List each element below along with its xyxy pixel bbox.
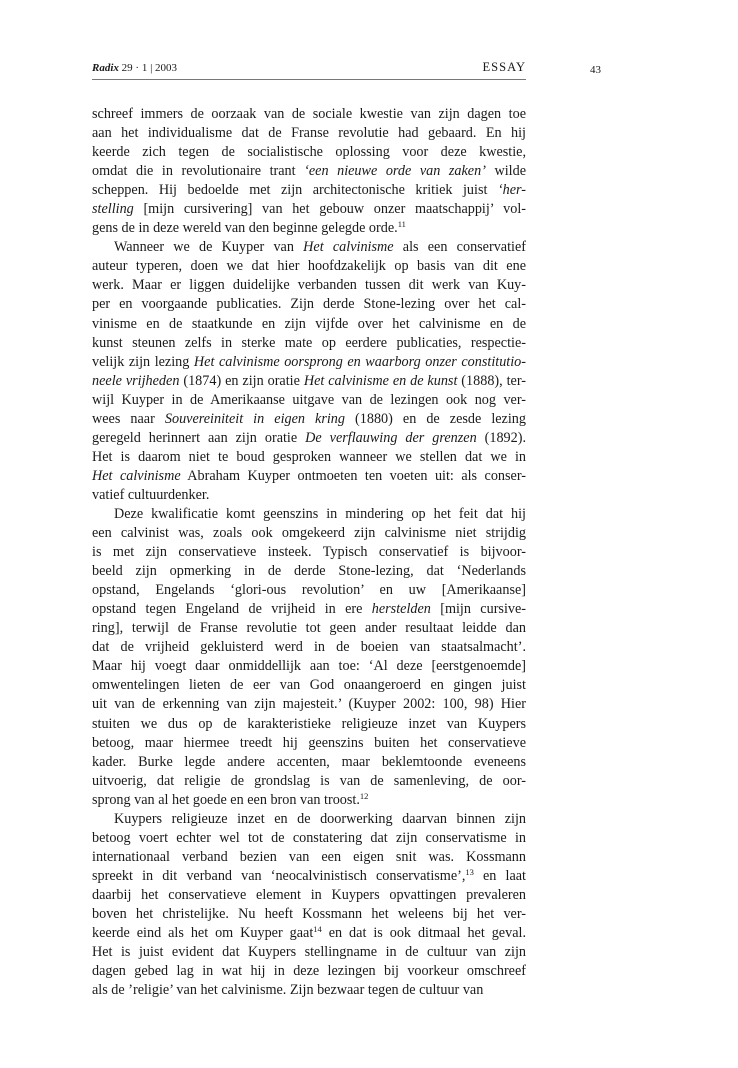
text-segment: (1880) en de zesde lezing	[344, 410, 526, 427]
text-segment: (1874) en zijn oratie	[179, 372, 304, 389]
text-segment: Het is juist evident dat Kuypers stellingname in de cultuur van zijn	[92, 944, 526, 961]
essay-body	[92, 105, 526, 1000]
text-segment: ring], terwijl de Franse revolutie tot geen ander resultaat leidde dan	[92, 620, 526, 637]
text-line	[92, 467, 526, 486]
italic-text: ‘her-	[497, 182, 526, 199]
text-line	[92, 562, 526, 581]
text-line	[92, 486, 526, 505]
text-segment: en laat	[473, 867, 526, 884]
paragraph	[92, 105, 526, 238]
text-line	[92, 791, 526, 810]
text-segment: vinisme en de staatkunde en zijn vijfde over het calvinisme en de	[92, 315, 526, 332]
text-segment: als een conservatief	[393, 239, 526, 256]
text-segment: keerde eind als het om Kuyper gaat	[92, 925, 314, 942]
text-line	[92, 219, 526, 238]
text-line	[92, 429, 526, 448]
text-segment: schreef immers de oorzaak van de sociale kwestie van zijn dagen toe	[92, 106, 526, 122]
text-line	[92, 695, 526, 714]
text-segment: opstand, Engelands ‘glori-ous revolution’ en uw [Amerikaanse]	[92, 582, 526, 599]
text-line	[92, 200, 526, 219]
page-number: 43	[590, 64, 601, 76]
footnote-ref: 12	[359, 790, 369, 801]
text-line	[92, 448, 526, 467]
text-segment: kunst steunen zelfs in sterke mate op eerdere publicaties, respectie-	[92, 334, 526, 351]
text-segment: Het is daarom niet te boud gesproken wanneer we stellen dat we in	[92, 448, 526, 465]
text-line	[92, 676, 526, 695]
text-segment: geregeld herinnert aan zijn oratie	[92, 429, 306, 446]
text-line	[92, 334, 526, 353]
text-line	[92, 581, 526, 600]
text-line	[92, 753, 526, 772]
text-line	[92, 619, 526, 638]
text-segment: Wanneer we de Kuyper van	[114, 239, 304, 256]
text-segment: uitvoerig, dat religie de grondslag is van de samenleving, de oor-	[92, 772, 526, 789]
italic-text: Het calvinisme	[303, 239, 394, 256]
text-line	[92, 829, 526, 848]
paragraph	[92, 505, 526, 810]
text-segment: opstand tegen Engeland de vrijheid in ere	[92, 601, 372, 618]
text-line	[92, 257, 526, 276]
text-line	[92, 181, 526, 200]
text-segment: wees naar	[92, 410, 165, 427]
text-segment: Abraham Kuyper ontmoeten ten voeten uit: als conser-	[180, 467, 527, 484]
text-segment: beeld zijn opmerking in de derde Stone-lezing, dat ‘Nederlands	[92, 563, 526, 580]
text-segment: wijl Kuyper in de Amerikaanse uitgave van de lezingen ook nog ver-	[92, 391, 526, 408]
text-segment: vatief cultuurdenker.	[92, 486, 210, 503]
paragraph	[92, 238, 526, 505]
text-segment: boven het christelijke. Nu heeft Kossmann het weleens bij het ver-	[92, 905, 526, 922]
text-line	[92, 143, 526, 162]
text-line	[92, 657, 526, 676]
text-line	[92, 772, 526, 791]
text-segment: werk. Maar er liggen duidelijke verbanden tussen dit werk van Kuy-	[92, 277, 526, 294]
journal-issue: 29 · 1 | 2003	[121, 62, 178, 74]
italic-text: stelling	[92, 201, 134, 218]
text-segment: daarbij het conservatieve element in Kuypers opvattingen prevaleren	[92, 886, 526, 903]
text-line	[92, 238, 526, 257]
footnote-ref: 14	[313, 924, 322, 935]
text-line	[92, 410, 526, 429]
text-segment: is met zijn conservatieve insteek. Typisch conservatief is bijvoor-	[92, 544, 526, 561]
text-segment: aan het individualisme dat de Franse revolutie had gebaard. En hij	[92, 125, 526, 142]
journal-name: Radix	[92, 62, 119, 74]
text-line	[92, 867, 526, 886]
text-segment: dagen gebed lag in wat hij in deze lezingen bij voorkeur omschreef	[92, 963, 526, 980]
text-line	[92, 505, 526, 524]
text-line	[92, 315, 526, 334]
italic-text: herstelden	[371, 601, 431, 618]
italic-text: Het calvinisme	[92, 467, 181, 484]
text-segment: Deze kwalificatie komt geenszins in mindering op het feit dat hij	[114, 505, 526, 522]
text-line	[92, 162, 526, 181]
text-line	[92, 810, 526, 829]
text-segment: auteur typeren, doen we dat hier hoofdzakelijk op basis van dit ene	[92, 258, 526, 275]
text-line	[92, 276, 526, 295]
text-segment: [mijn cursive-	[430, 601, 527, 618]
paragraph	[92, 810, 526, 1000]
text-line	[92, 105, 526, 124]
text-segment: velijk zijn lezing	[92, 353, 194, 370]
text-line	[92, 943, 526, 962]
italic-text: ‘een nieuwe orde van zaken’	[304, 163, 486, 180]
italic-text: Souvereiniteit in eigen kring	[164, 410, 345, 427]
text-segment: stuiten we dus op de karakteristieke religieuze inzet van Kuypers	[92, 715, 526, 732]
italic-text: Het calvinisme oorsprong en waarborg onzer constitutio-	[193, 353, 527, 370]
text-segment: als de ’religie’ van het calvinisme. Zijn bezwaar tegen de cultuur van	[92, 982, 484, 999]
text-segment: [mijn cursivering] van het gebouw onzer maatschappij’ vol-	[133, 201, 526, 218]
text-line	[92, 886, 526, 905]
text-segment: omwentelingen lieten de eer van God onaangeroerd en gingen juist	[92, 677, 526, 694]
text-segment: sprong van al het goede en een bron van troost.	[92, 791, 360, 808]
text-segment: betoog voert echter wel tot de constatering dat zijn conservatisme in	[92, 829, 526, 846]
text-segment: wilde	[485, 163, 526, 180]
text-line	[92, 543, 526, 562]
text-line	[92, 372, 526, 391]
text-line	[92, 924, 526, 943]
italic-text: De verflauwing der grenzen	[305, 429, 477, 446]
text-line	[92, 981, 526, 1000]
text-segment: betoog, maar hiermee treedt hij geenszins buiten het conservatieve	[92, 734, 526, 751]
footnote-ref: 13	[465, 866, 474, 877]
text-line	[92, 638, 526, 657]
text-line	[92, 391, 526, 410]
text-segment: (1892).	[476, 429, 527, 446]
text-line	[92, 524, 526, 543]
text-segment: (1888), ter-	[457, 372, 527, 389]
section-label: ESSAY	[482, 60, 526, 74]
header-rule	[92, 79, 526, 80]
running-header	[92, 60, 526, 76]
text-line	[92, 353, 526, 372]
text-line	[92, 962, 526, 981]
text-segment: internationaal verband bezien van een eigen snit was. Kossmann	[92, 848, 526, 865]
text-line	[92, 848, 526, 867]
text-segment: keerde zich tegen de socialistische oplossing voor deze kwestie,	[92, 144, 526, 161]
text-line	[92, 905, 526, 924]
text-segment: per en voorgaande publicaties. Zijn derde Stone-lezing over het cal-	[92, 296, 526, 313]
footnote-ref: 11	[397, 219, 406, 230]
italic-text: neele vrijheden	[92, 372, 180, 389]
text-line	[92, 600, 526, 619]
text-line	[92, 715, 526, 734]
text-segment: gens de in deze wereld van den beginne gelegde orde.	[92, 220, 398, 237]
text-segment: uit van de erkenning van zijn majesteit.’ (Kuyper 2002: 100, 98) Hier	[92, 696, 526, 713]
text-segment: en dat is ook ditmaal het geval.	[321, 925, 526, 942]
text-line	[92, 295, 526, 314]
text-line	[92, 124, 526, 143]
text-line	[92, 734, 526, 753]
text-segment: een calvinist was, zoals ook omgekeerd zijn calvinisme niet strijdig	[92, 525, 526, 542]
text-segment: omdat die in revolutionaire trant	[92, 163, 305, 180]
text-segment: kader. Burke legde andere accenten, maar beklemtoonde eveneens	[92, 753, 526, 770]
text-segment: dat de vrijheid gekluisterd werd in de boeien van staatsalmacht’.	[92, 639, 526, 656]
italic-text: Het calvinisme en de kunst	[303, 372, 458, 389]
text-segment: scheppen. Hij bedoelde met zijn architectonische kritiek juist	[92, 182, 498, 199]
text-segment: Maar hij voegt daar onmiddellijk aan toe: ‘Al deze [eerstgenoemde]	[92, 658, 526, 675]
text-segment: Kuypers religieuze inzet en de doorwerking daarvan binnen zijn	[114, 810, 526, 827]
journal-citation	[92, 62, 177, 74]
text-segment: spreekt in dit verband van ‘neocalvinistisch conservatisme’,	[92, 867, 466, 884]
